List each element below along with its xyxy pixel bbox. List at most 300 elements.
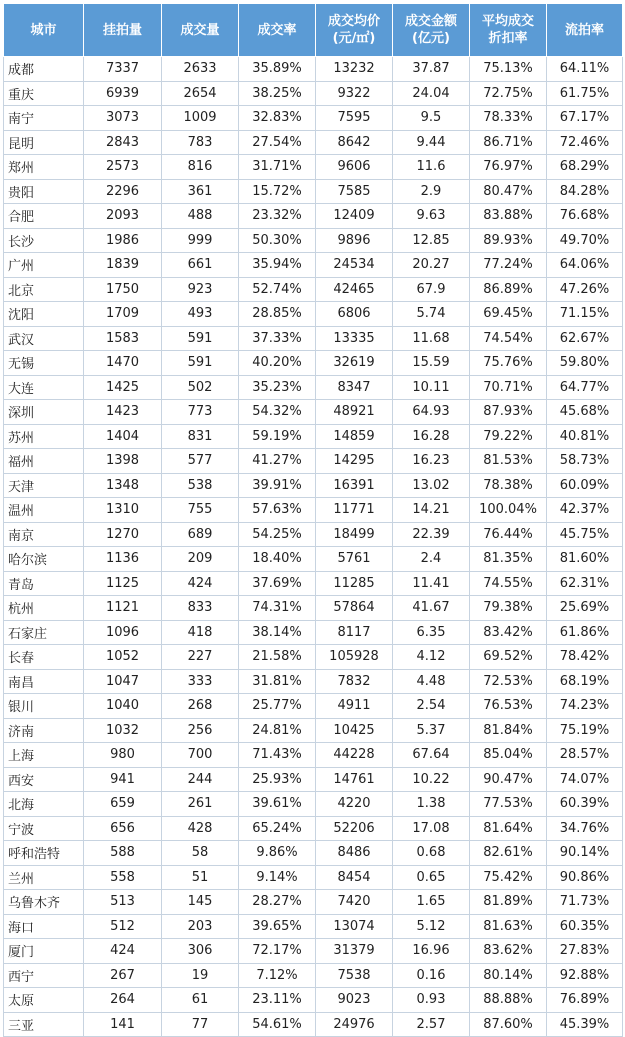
city-cell: 呼和浩特 <box>4 841 84 866</box>
table-cell: 11.6 <box>393 155 470 180</box>
table-cell: 1096 <box>84 620 162 645</box>
table-cell: 2843 <box>84 130 162 155</box>
table-cell: 80.47% <box>470 179 547 204</box>
table-cell: 9.63 <box>393 204 470 229</box>
table-cell: 13232 <box>316 57 393 82</box>
city-cell: 武汉 <box>4 326 84 351</box>
table-cell: 69.45% <box>470 302 547 327</box>
city-cell: 大连 <box>4 375 84 400</box>
table-cell: 69.52% <box>470 645 547 670</box>
table-row <box>4 816 623 841</box>
table-cell: 50.30% <box>239 228 316 253</box>
table-cell: 75.13% <box>470 57 547 82</box>
city-cell: 贵阳 <box>4 179 84 204</box>
table-cell: 51 <box>162 865 239 890</box>
table-cell: 15.72% <box>239 179 316 204</box>
table-cell: 82.61% <box>470 841 547 866</box>
table-cell: 513 <box>84 890 162 915</box>
table-cell: 31.71% <box>239 155 316 180</box>
table-cell: 74.07% <box>547 767 623 792</box>
table-cell: 5.74 <box>393 302 470 327</box>
table-cell: 14.21 <box>393 498 470 523</box>
table-cell: 361 <box>162 179 239 204</box>
column-header <box>547 4 623 57</box>
table-cell: 10425 <box>316 718 393 743</box>
table-cell: 35.94% <box>239 253 316 278</box>
table-cell: 333 <box>162 669 239 694</box>
table-cell: 10.11 <box>393 375 470 400</box>
column-header-text: 折扣率 <box>488 31 528 46</box>
table-cell: 81.53% <box>470 449 547 474</box>
table-row <box>4 620 623 645</box>
table-cell: 145 <box>162 890 239 915</box>
table-cell: 52206 <box>316 816 393 841</box>
table-row <box>4 277 623 302</box>
table-cell: 60.09% <box>547 473 623 498</box>
table-cell: 7595 <box>316 106 393 131</box>
city-cell: 长春 <box>4 645 84 670</box>
table-cell: 21.58% <box>239 645 316 670</box>
table-cell: 306 <box>162 939 239 964</box>
table-cell: 80.14% <box>470 963 547 988</box>
table-cell: 24.04 <box>393 81 470 106</box>
table-cell: 61 <box>162 988 239 1013</box>
table-cell: 591 <box>162 351 239 376</box>
table-cell: 9.5 <box>393 106 470 131</box>
city-cell: 广州 <box>4 253 84 278</box>
table-cell: 92.88% <box>547 963 623 988</box>
city-cell: 无锡 <box>4 351 84 376</box>
table-cell: 209 <box>162 547 239 572</box>
table-cell: 1125 <box>84 571 162 596</box>
table-cell: 85.04% <box>470 743 547 768</box>
table-cell: 81.64% <box>470 816 547 841</box>
table-cell: 6806 <box>316 302 393 327</box>
table-cell: 28.27% <box>239 890 316 915</box>
table-cell: 19 <box>162 963 239 988</box>
table-row <box>4 1012 623 1037</box>
city-cell: 西安 <box>4 767 84 792</box>
city-cell: 合肥 <box>4 204 84 229</box>
table-cell: 24976 <box>316 1012 393 1037</box>
table-cell: 38.25% <box>239 81 316 106</box>
table-cell: 75.42% <box>470 865 547 890</box>
table-cell: 16.96 <box>393 939 470 964</box>
column-header-text: 城市 <box>30 22 57 38</box>
column-header <box>239 4 316 57</box>
table-cell: 86.71% <box>470 130 547 155</box>
table-cell: 2633 <box>162 57 239 82</box>
table-cell: 8642 <box>316 130 393 155</box>
table-cell: 9606 <box>316 155 393 180</box>
table-cell: 12409 <box>316 204 393 229</box>
table-row <box>4 302 623 327</box>
data-table <box>3 3 623 1037</box>
table-cell: 70.71% <box>470 375 547 400</box>
table-row <box>4 841 623 866</box>
table-cell: 9896 <box>316 228 393 253</box>
table-cell: 591 <box>162 326 239 351</box>
table-cell: 24.81% <box>239 718 316 743</box>
table-cell: 1404 <box>84 424 162 449</box>
table-cell: 2.54 <box>393 694 470 719</box>
table-cell: 87.93% <box>470 400 547 425</box>
table-cell: 656 <box>84 816 162 841</box>
table-cell: 52.74% <box>239 277 316 302</box>
table-cell: 5.12 <box>393 914 470 939</box>
table-cell: 37.33% <box>239 326 316 351</box>
table-cell: 27.83% <box>547 939 623 964</box>
table-cell: 755 <box>162 498 239 523</box>
table-cell: 1398 <box>84 449 162 474</box>
table-cell: 100.04% <box>470 498 547 523</box>
table-cell: 76.53% <box>470 694 547 719</box>
table-cell: 71.73% <box>547 890 623 915</box>
table-cell: 61.75% <box>547 81 623 106</box>
table-row <box>4 792 623 817</box>
table-cell: 2.9 <box>393 179 470 204</box>
table-cell: 9023 <box>316 988 393 1013</box>
table-cell: 11285 <box>316 571 393 596</box>
table-cell: 39.65% <box>239 914 316 939</box>
table-cell: 1750 <box>84 277 162 302</box>
table-cell: 72.53% <box>470 669 547 694</box>
table-cell: 44228 <box>316 743 393 768</box>
table-cell: 0.16 <box>393 963 470 988</box>
table-cell: 57864 <box>316 596 393 621</box>
table-cell: 47.26% <box>547 277 623 302</box>
table-cell: 831 <box>162 424 239 449</box>
table-cell: 11.68 <box>393 326 470 351</box>
table-container <box>3 3 622 1037</box>
column-header <box>162 4 239 57</box>
table-cell: 74.23% <box>547 694 623 719</box>
table-cell: 89.93% <box>470 228 547 253</box>
table-row <box>4 914 623 939</box>
table-cell: 64.06% <box>547 253 623 278</box>
column-header-text: 成交金额 <box>404 14 457 29</box>
table-cell: 61.86% <box>547 620 623 645</box>
table-cell: 6.35 <box>393 620 470 645</box>
table-cell: 87.60% <box>470 1012 547 1037</box>
table-cell: 32.83% <box>239 106 316 131</box>
table-cell: 77.24% <box>470 253 547 278</box>
table-cell: 79.38% <box>470 596 547 621</box>
city-cell: 上海 <box>4 743 84 768</box>
city-cell: 苏州 <box>4 424 84 449</box>
table-cell: 39.61% <box>239 792 316 817</box>
city-cell: 北海 <box>4 792 84 817</box>
table-cell: 1136 <box>84 547 162 572</box>
table-cell: 62.31% <box>547 571 623 596</box>
column-header <box>84 4 162 57</box>
table-cell: 77.53% <box>470 792 547 817</box>
table-cell: 58 <box>162 841 239 866</box>
table-cell: 67.64 <box>393 743 470 768</box>
table-cell: 81.63% <box>470 914 547 939</box>
table-row <box>4 498 623 523</box>
city-cell: 太原 <box>4 988 84 1013</box>
table-cell: 88.88% <box>470 988 547 1013</box>
table-cell: 38.14% <box>239 620 316 645</box>
table-cell: 773 <box>162 400 239 425</box>
table-cell: 24534 <box>316 253 393 278</box>
table-cell: 74.31% <box>239 596 316 621</box>
table-cell: 1423 <box>84 400 162 425</box>
table-row <box>4 326 623 351</box>
table-row <box>4 645 623 670</box>
column-header-text: 成交量 <box>180 22 220 38</box>
table-row <box>4 963 623 988</box>
table-cell: 9.44 <box>393 130 470 155</box>
table-row <box>4 57 623 82</box>
city-cell: 北京 <box>4 277 84 302</box>
table-cell: 2.57 <box>393 1012 470 1037</box>
table-cell: 90.14% <box>547 841 623 866</box>
table-row <box>4 767 623 792</box>
table-cell: 14761 <box>316 767 393 792</box>
table-cell: 41.27% <box>239 449 316 474</box>
table-cell: 34.76% <box>547 816 623 841</box>
column-header-text: (亿元) <box>412 31 450 46</box>
table-cell: 39.91% <box>239 473 316 498</box>
city-cell: 三亚 <box>4 1012 84 1037</box>
table-cell: 28.57% <box>547 743 623 768</box>
table-cell: 2654 <box>162 81 239 106</box>
table-cell: 25.77% <box>239 694 316 719</box>
table-row <box>4 179 623 204</box>
table-cell: 76.97% <box>470 155 547 180</box>
city-cell: 南京 <box>4 522 84 547</box>
table-cell: 0.93 <box>393 988 470 1013</box>
column-header-text: 平均成交 <box>481 14 534 29</box>
table-row <box>4 400 623 425</box>
table-cell: 54.32% <box>239 400 316 425</box>
table-cell: 2296 <box>84 179 162 204</box>
column-header <box>4 4 84 57</box>
table-row <box>4 81 623 106</box>
table-cell: 90.47% <box>470 767 547 792</box>
table-row <box>4 449 623 474</box>
table-cell: 49.70% <box>547 228 623 253</box>
table-cell: 4220 <box>316 792 393 817</box>
table-cell: 7538 <box>316 963 393 988</box>
city-cell: 成都 <box>4 57 84 82</box>
table-cell: 14859 <box>316 424 393 449</box>
table-cell: 76.89% <box>547 988 623 1013</box>
table-cell: 1032 <box>84 718 162 743</box>
table-row <box>4 155 623 180</box>
table-cell: 40.81% <box>547 424 623 449</box>
table-cell: 558 <box>84 865 162 890</box>
table-row <box>4 571 623 596</box>
table-cell: 141 <box>84 1012 162 1037</box>
city-cell: 西宁 <box>4 963 84 988</box>
table-cell: 71.43% <box>239 743 316 768</box>
table-cell: 11.41 <box>393 571 470 596</box>
table-cell: 700 <box>162 743 239 768</box>
table-cell: 67.9 <box>393 277 470 302</box>
table-cell: 4.12 <box>393 645 470 670</box>
table-cell: 54.61% <box>239 1012 316 1037</box>
table-cell: 227 <box>162 645 239 670</box>
table-cell: 31379 <box>316 939 393 964</box>
table-cell: 79.22% <box>470 424 547 449</box>
table-cell: 42.37% <box>547 498 623 523</box>
table-row <box>4 375 623 400</box>
table-cell: 42465 <box>316 277 393 302</box>
table-cell: 14295 <box>316 449 393 474</box>
table-cell: 76.44% <box>470 522 547 547</box>
table-cell: 81.84% <box>470 718 547 743</box>
table-cell: 71.15% <box>547 302 623 327</box>
city-cell: 厦门 <box>4 939 84 964</box>
table-cell: 67.17% <box>547 106 623 131</box>
table-row <box>4 988 623 1013</box>
table-cell: 78.38% <box>470 473 547 498</box>
table-cell: 9322 <box>316 81 393 106</box>
city-cell: 沈阳 <box>4 302 84 327</box>
table-row <box>4 596 623 621</box>
table-cell: 244 <box>162 767 239 792</box>
table-cell: 6939 <box>84 81 162 106</box>
table-cell: 45.68% <box>547 400 623 425</box>
table-cell: 1.65 <box>393 890 470 915</box>
city-cell: 哈尔滨 <box>4 547 84 572</box>
table-cell: 72.75% <box>470 81 547 106</box>
table-cell: 418 <box>162 620 239 645</box>
table-cell: 9.14% <box>239 865 316 890</box>
table-row <box>4 718 623 743</box>
table-cell: 980 <box>84 743 162 768</box>
table-row <box>4 865 623 890</box>
table-cell: 81.60% <box>547 547 623 572</box>
table-cell: 81.35% <box>470 547 547 572</box>
table-cell: 16391 <box>316 473 393 498</box>
table-cell: 45.75% <box>547 522 623 547</box>
table-row <box>4 204 623 229</box>
table-cell: 64.11% <box>547 57 623 82</box>
table-cell: 75.19% <box>547 718 623 743</box>
table-cell: 4911 <box>316 694 393 719</box>
table-cell: 661 <box>162 253 239 278</box>
table-cell: 1310 <box>84 498 162 523</box>
city-cell: 南宁 <box>4 106 84 131</box>
city-cell: 郑州 <box>4 155 84 180</box>
column-header-text: 流拍率 <box>564 22 604 38</box>
table-cell: 31.81% <box>239 669 316 694</box>
table-cell: 783 <box>162 130 239 155</box>
city-cell: 海口 <box>4 914 84 939</box>
table-cell: 68.19% <box>547 669 623 694</box>
table-cell: 2.4 <box>393 547 470 572</box>
table-cell: 83.62% <box>470 939 547 964</box>
table-cell: 12.85 <box>393 228 470 253</box>
table-cell: 78.42% <box>547 645 623 670</box>
table-cell: 78.33% <box>470 106 547 131</box>
table-cell: 659 <box>84 792 162 817</box>
table-cell: 105928 <box>316 645 393 670</box>
table-cell: 1052 <box>84 645 162 670</box>
city-cell: 长沙 <box>4 228 84 253</box>
city-cell: 乌鲁木齐 <box>4 890 84 915</box>
table-cell: 2093 <box>84 204 162 229</box>
table-cell: 7.12% <box>239 963 316 988</box>
table-header-row <box>4 4 623 57</box>
table-cell: 9.86% <box>239 841 316 866</box>
table-cell: 16.23 <box>393 449 470 474</box>
table-cell: 59.80% <box>547 351 623 376</box>
table-cell: 1425 <box>84 375 162 400</box>
table-cell: 488 <box>162 204 239 229</box>
table-cell: 25.69% <box>547 596 623 621</box>
city-cell: 福州 <box>4 449 84 474</box>
table-cell: 57.63% <box>239 498 316 523</box>
table-cell: 13.02 <box>393 473 470 498</box>
table-cell: 84.28% <box>547 179 623 204</box>
table-cell: 4.48 <box>393 669 470 694</box>
table-cell: 65.24% <box>239 816 316 841</box>
table-cell: 74.54% <box>470 326 547 351</box>
table-cell: 28.85% <box>239 302 316 327</box>
table-cell: 256 <box>162 718 239 743</box>
table-cell: 203 <box>162 914 239 939</box>
city-cell: 银川 <box>4 694 84 719</box>
table-cell: 3073 <box>84 106 162 131</box>
table-cell: 7420 <box>316 890 393 915</box>
table-cell: 60.39% <box>547 792 623 817</box>
table-cell: 76.68% <box>547 204 623 229</box>
table-cell: 923 <box>162 277 239 302</box>
column-header-text: 成交率 <box>257 22 297 38</box>
city-cell: 杭州 <box>4 596 84 621</box>
table-cell: 15.59 <box>393 351 470 376</box>
table-cell: 999 <box>162 228 239 253</box>
table-cell: 1270 <box>84 522 162 547</box>
table-row <box>4 694 623 719</box>
table-cell: 13335 <box>316 326 393 351</box>
table-cell: 8486 <box>316 841 393 866</box>
column-header <box>393 4 470 57</box>
table-cell: 2573 <box>84 155 162 180</box>
table-cell: 54.25% <box>239 522 316 547</box>
city-cell: 石家庄 <box>4 620 84 645</box>
table-cell: 5761 <box>316 547 393 572</box>
table-cell: 502 <box>162 375 239 400</box>
table-cell: 7832 <box>316 669 393 694</box>
table-cell: 8454 <box>316 865 393 890</box>
table-cell: 59.19% <box>239 424 316 449</box>
table-cell: 17.08 <box>393 816 470 841</box>
table-cell: 10.22 <box>393 767 470 792</box>
table-cell: 62.67% <box>547 326 623 351</box>
table-cell: 538 <box>162 473 239 498</box>
table-cell: 493 <box>162 302 239 327</box>
table-row <box>4 669 623 694</box>
table-row <box>4 743 623 768</box>
table-cell: 72.17% <box>239 939 316 964</box>
column-header <box>316 4 393 57</box>
table-cell: 5.37 <box>393 718 470 743</box>
city-cell: 兰州 <box>4 865 84 890</box>
table-cell: 11771 <box>316 498 393 523</box>
table-cell: 35.23% <box>239 375 316 400</box>
table-cell: 424 <box>84 939 162 964</box>
table-body <box>4 57 623 1037</box>
city-cell: 温州 <box>4 498 84 523</box>
table-row <box>4 351 623 376</box>
table-cell: 0.65 <box>393 865 470 890</box>
